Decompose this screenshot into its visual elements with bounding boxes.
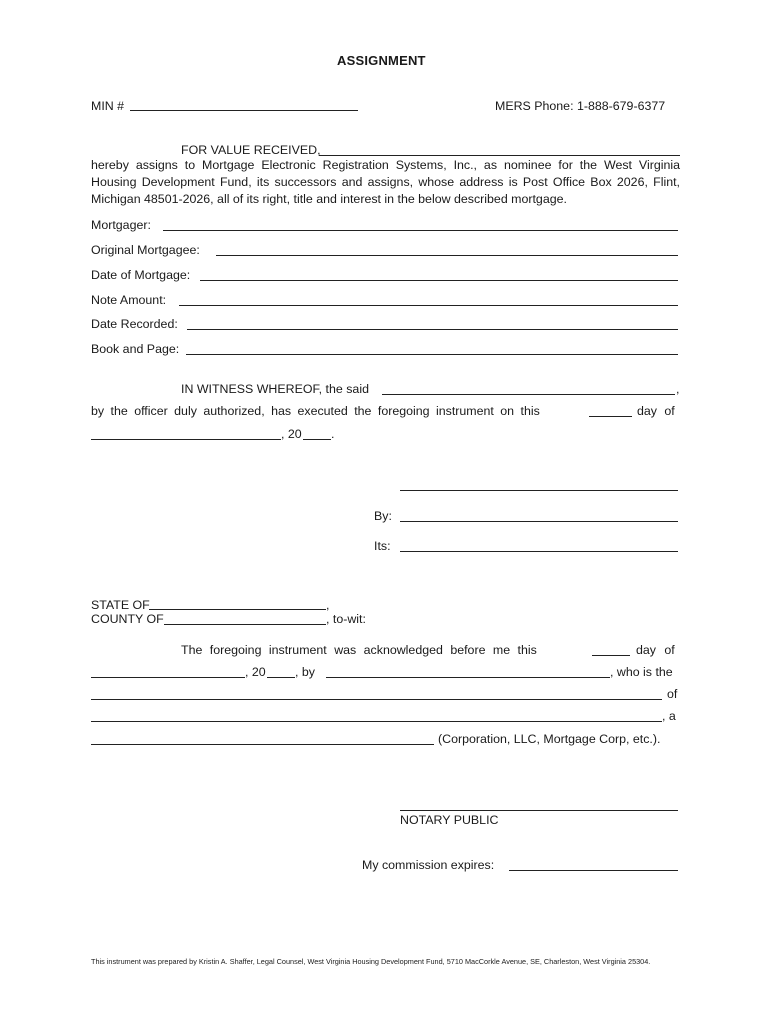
note-amount-label: Note Amount: bbox=[91, 293, 167, 307]
ack-of-label: of bbox=[667, 687, 678, 701]
notary-signature-blank-line[interactable] bbox=[400, 810, 678, 811]
state-comma: , bbox=[326, 598, 330, 612]
date-recorded-blank-line[interactable] bbox=[187, 329, 678, 330]
notary-public-label: NOTARY PUBLIC bbox=[400, 813, 499, 827]
original-mortgagee-label: Original Mortgagee: bbox=[91, 243, 200, 257]
note-amount-blank-line[interactable] bbox=[179, 305, 678, 306]
date-recorded-label: Date Recorded: bbox=[91, 317, 178, 331]
ack-person-blank-line[interactable] bbox=[326, 677, 610, 678]
ack-month-blank-line[interactable] bbox=[91, 677, 245, 678]
its-label: Its: bbox=[374, 539, 391, 553]
to-wit-label: , to-wit: bbox=[326, 612, 366, 626]
by-label: By: bbox=[374, 509, 392, 523]
mortgager-blank-line[interactable] bbox=[163, 230, 678, 231]
book-and-page-label: Book and Page: bbox=[91, 342, 180, 356]
ack-title-blank-line[interactable] bbox=[91, 699, 662, 700]
witness-year-blank-line[interactable] bbox=[303, 439, 331, 440]
ack-who-is-the: , who is the bbox=[610, 665, 673, 679]
original-mortgagee-blank-line[interactable] bbox=[216, 255, 678, 256]
mers-phone: MERS Phone: 1-888-679-6377 bbox=[495, 99, 666, 113]
its-blank-line[interactable] bbox=[400, 551, 678, 552]
witness-comma: , bbox=[676, 382, 680, 396]
for-value-label: FOR VALUE RECEIVED, bbox=[181, 143, 321, 157]
min-label: MIN # bbox=[91, 99, 125, 113]
ack-company-blank-line[interactable] bbox=[91, 721, 662, 722]
ack-line1: The foregoing instrument was acknowledged before me this bbox=[181, 643, 537, 657]
ack-entity-type-blank-line[interactable] bbox=[91, 744, 434, 745]
ack-day-of: day of bbox=[636, 643, 675, 657]
ack-corp-types: (Corporation, LLC, Mortgage Corp, etc.). bbox=[438, 732, 661, 746]
date-of-mortgage-label: Date of Mortgage: bbox=[91, 268, 191, 282]
assignment-paragraph: hereby assigns to Mortgage Electronic Registration Systems, Inc., as nominee for the West Virginia Housing Development Fund, its successors and assigns, whose address is Post Office Box 2026, Flint, Michigan 48501-2026, all of its right, title and interest in the below described mortgage. bbox=[91, 158, 680, 206]
signature-blank-line[interactable] bbox=[400, 490, 678, 491]
prepared-by-footer: This instrument was prepared by Kristin A. Shaffer, Legal Counsel, West Virginia Housing Development Fund, 5710 MacCorkle Avenue, SE, Charleston, West Virginia 25304. bbox=[91, 957, 651, 966]
witness-year-suffix: . bbox=[331, 427, 335, 441]
witness-lead: IN WITNESS WHEREOF, the said bbox=[181, 382, 369, 396]
county-blank-line[interactable] bbox=[164, 624, 326, 625]
witness-year-prefix: , 20 bbox=[281, 427, 302, 441]
page-title: ASSIGNMENT bbox=[337, 53, 426, 68]
commission-expires-blank-line[interactable] bbox=[509, 870, 678, 871]
ack-year-prefix: , 20 bbox=[245, 665, 266, 679]
ack-day-blank-line[interactable] bbox=[592, 655, 630, 656]
state-label: STATE OF bbox=[91, 598, 150, 612]
ack-year-blank-line[interactable] bbox=[267, 677, 295, 678]
witness-month-blank-line[interactable] bbox=[91, 439, 281, 440]
witness-entity-blank-line[interactable] bbox=[382, 394, 675, 395]
ack-by-label: , by bbox=[295, 665, 315, 679]
min-blank-line[interactable] bbox=[130, 110, 358, 111]
county-label: COUNTY OF bbox=[91, 612, 164, 626]
witness-line2: by the officer duly authorized, has executed the foregoing instrument on this bbox=[91, 404, 540, 418]
date-of-mortgage-blank-line[interactable] bbox=[200, 280, 678, 281]
state-blank-line[interactable] bbox=[149, 609, 326, 610]
assignor-blank-line[interactable] bbox=[319, 155, 680, 156]
witness-day-blank-line[interactable] bbox=[589, 416, 632, 417]
witness-day-of: day of bbox=[637, 404, 675, 418]
ack-a-label: , a bbox=[662, 709, 676, 723]
book-and-page-blank-line[interactable] bbox=[186, 354, 678, 355]
mortgager-label: Mortgager: bbox=[91, 218, 151, 232]
by-blank-line[interactable] bbox=[400, 521, 678, 522]
commission-expires-label: My commission expires: bbox=[362, 858, 495, 872]
